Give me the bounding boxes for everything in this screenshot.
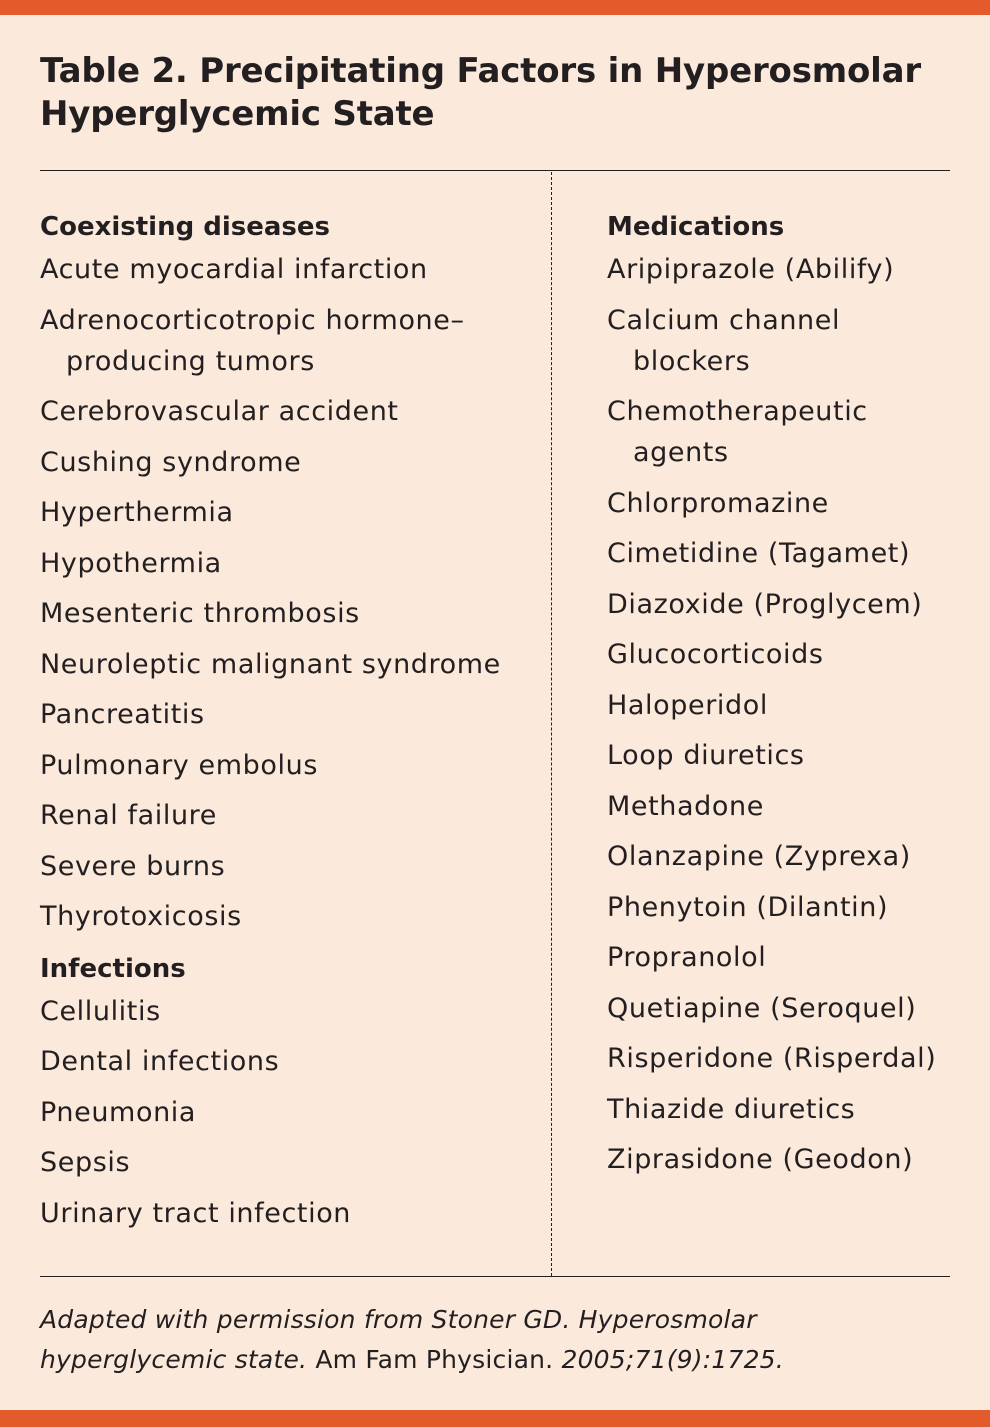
top-rule [40, 170, 950, 171]
list-item: Neuroleptic malignant syndrome [40, 648, 501, 680]
right-column [607, 205, 950, 1190]
list-item: Calcium channel blockers [607, 304, 841, 377]
section-heading-infections: Infections [40, 953, 186, 984]
list-item: Diazoxide (Proglycem) [607, 588, 923, 620]
list-item: Cimetidine (Tagamet) [607, 538, 911, 569]
list-item: Hypothermia [40, 547, 222, 579]
list-item: Thiazide diuretics [607, 1093, 856, 1125]
list-item: Sepsis [40, 1147, 131, 1178]
list-item: Pancreatitis [40, 699, 205, 730]
list-item: Loop diuretics [607, 740, 805, 771]
list-item: Urinary tract infection [40, 1197, 352, 1229]
list-item: Pneumonia [40, 1096, 197, 1128]
list-item: Haloperidol [607, 689, 768, 721]
list-item: Dental infections [40, 1046, 280, 1077]
bottom-accent-bar [0, 1410, 990, 1427]
list-item: Severe burns [40, 850, 226, 882]
table-title: Table 2. Precipitating Factors in Hyperosmolar Hyperglycemic State [40, 51, 921, 134]
medications-list [607, 249, 950, 1180]
footnote-journal: Am Fam Physician. [307, 1345, 562, 1374]
section-heading-medications: Medications [607, 212, 785, 242]
list-item: Ziprasidone (Geodon) [607, 1144, 914, 1175]
list-item: Renal failure [40, 800, 217, 831]
list-item: Phenytoin (Dilantin) [607, 891, 889, 923]
list-item: Risperidone (Risperdal) [607, 1043, 937, 1074]
list-item: Mesenteric thrombosis [40, 598, 360, 629]
list-item: Chemotherapeutic agents [607, 396, 868, 468]
list-item: Olanzapine (Zyprexa) [607, 841, 911, 872]
list-item: Glucocorticoids [607, 639, 824, 670]
infections-list [40, 991, 540, 1234]
footnote-volume-italic: 2005;71(9):1725. [561, 1345, 784, 1374]
list-item: Quetiapine (Seroquel) [607, 992, 917, 1024]
list-item: Cellulitis [40, 995, 161, 1027]
column-divider [551, 172, 552, 1276]
list-item: Chlorpromazine [607, 487, 829, 519]
left-column [40, 205, 540, 1243]
list-item: Methadone [607, 790, 764, 822]
section-heading-coexisting-diseases: Coexisting diseases [40, 212, 331, 242]
list-item: Propranolol [607, 942, 767, 973]
bottom-rule [40, 1276, 950, 1277]
list-item: Adrenocorticotropic hormone–producing tumors [40, 304, 465, 377]
list-item: Aripiprazole (Abilify) [607, 254, 895, 285]
source-footnote [40, 1300, 950, 1380]
list-item: Acute myocardial infarction [40, 254, 428, 285]
list-item: Thyrotoxicosis [40, 901, 242, 932]
footnote-citation-italic: Adapted with permission from Stoner GD. Hyperosmolar hyperglycemic state. [40, 1305, 757, 1374]
list-item: Cerebrovascular accident [40, 396, 399, 427]
list-item: Cushing syndrome [40, 446, 302, 478]
list-item: Pulmonary embolus [40, 749, 319, 781]
top-accent-bar [0, 0, 990, 15]
list-item: Hyperthermia [40, 497, 234, 528]
coexisting-diseases-list [40, 249, 540, 937]
